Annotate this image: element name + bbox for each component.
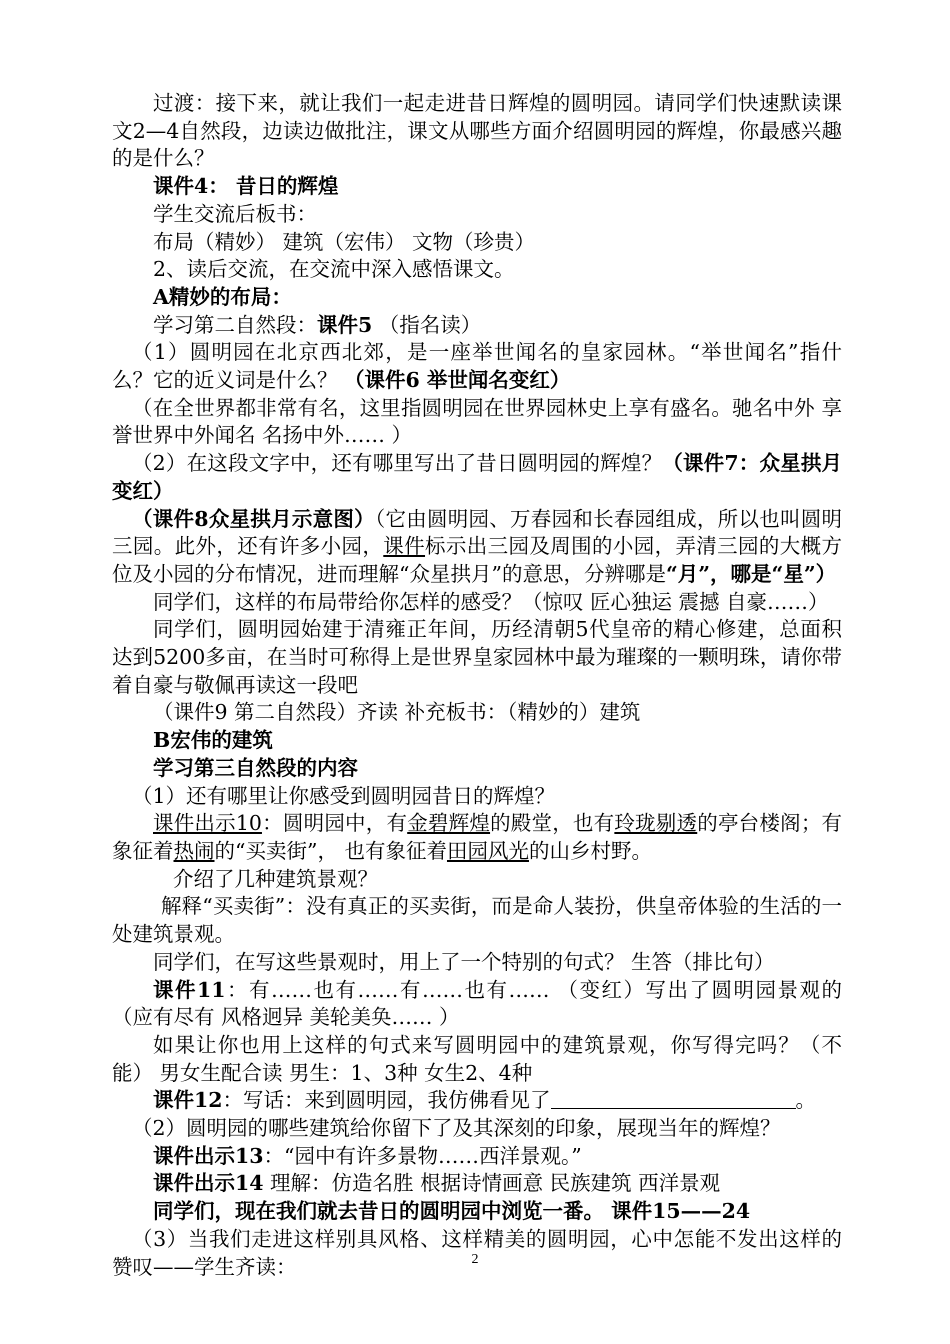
paragraph-question-1: （1）圆明园在北京西北郊，是一座举世闻名的皇家园林。“举世闻名”指什么？它的近义词是什么？ （课件6 举世闻名变红） bbox=[112, 340, 842, 393]
paragraph-question-3: （1）还有哪里让你感受到圆明园昔日的辉煌？ bbox=[132, 783, 556, 808]
paragraph-study-2: 学习第二自然段：课件5 （指名读） bbox=[153, 312, 482, 337]
paragraph-step-2: 2、读后交流，在交流中深入感悟课文。 bbox=[153, 257, 515, 282]
paragraph-courseware-11: 课件11：有……也有……有……也有…… （变红）写出了圆明园景观的（应有尽有 风格迥异 美轮美奂…… ） bbox=[112, 977, 843, 1030]
paragraph-board-intro: 学生交流后板书： bbox=[153, 201, 317, 226]
paragraph-courseware-13: 课件出示13：“园中有许多景物……西洋景观。” bbox=[153, 1143, 582, 1168]
heading-section-a: A精妙的布局： bbox=[153, 284, 292, 309]
paragraph-landscape-kinds: 介绍了几种建筑景观？ bbox=[173, 866, 378, 891]
paragraph-courseware-14: 课件出示14 理解：仿造名胜 根据诗情画意 民族建筑 西洋景观 bbox=[153, 1171, 721, 1196]
paragraph-sentence-pattern: 同学们，在写这些景观时，用上了一个特别的句式？ 生答（排比句） bbox=[153, 949, 775, 974]
heading-section-b: B宏伟的建筑 bbox=[153, 728, 273, 753]
heading-study-3: 学习第三自然段的内容 bbox=[153, 755, 358, 780]
paragraph-courseware-12: 课件12：写话：来到圆明园，我仿佛看见了 。 bbox=[153, 1088, 817, 1113]
paragraph-courseware-9: （课件9 第二自然段）齐读 补充板书：（精妙的）建筑 bbox=[153, 700, 641, 725]
paragraph-board-items: 布局（精妙） 建筑（宏伟） 文物（珍贵） bbox=[153, 229, 536, 254]
paragraph-answer-1: （在全世界都非常有名，这里指圆明园在世界园林史上享有盛名。驰名中外 享誉世界中外闻名 名扬中外…… ） bbox=[112, 395, 842, 448]
paragraph-browse: 同学们，现在我们就去昔日的圆明园中浏览一番。 课件15——24 bbox=[153, 1199, 751, 1224]
paragraph-history: 同学们，圆明园始建于清雍正年间，历经清朝5代皇帝的精心修建，总面积达到5200多亩，在当时可称得上是世界皇家园林中最为璀璨的一颗明珠，请你带着自豪与敬佩再读这一段吧 bbox=[112, 617, 842, 697]
paragraph-courseware-10: 课件出示10：圆明园中，有金碧辉煌的殿堂，也有玲珑剔透的亭台楼阁；有象征着热闹的“买卖街”， 也有象征着田园风光的山乡村野。 bbox=[112, 811, 843, 863]
paragraph-question-5: （3）当我们走进这样别具风格、这样精美的圆明园，心中怎能不发出这样的赞叹——学生齐读： bbox=[112, 1226, 842, 1279]
page-number: 2 bbox=[471, 1252, 479, 1267]
paragraph-question-2: （2）在这段文字中，还有哪里写出了昔日圆明园的辉煌？（课件7：众星拱月变红） bbox=[112, 451, 843, 503]
paragraph-transition: 过渡：接下来，就让我们一起走进昔日辉煌的圆明园。请同学们快速默读课文2—4自然段，边读边做批注，课文从哪些方面介绍圆明园的辉煌，你最感兴趣的是什么？ bbox=[112, 91, 842, 171]
paragraph-reading: 如果让你也用上这样的句式来写圆明园中的建筑景观，你写得完吗？（不能） 男女生配合读 男生：1、3种 女生2、4种 bbox=[112, 1032, 842, 1085]
heading-courseware-4: 课件4： 昔日的辉煌 bbox=[153, 174, 339, 199]
paragraph-question-4: （2）圆明园的哪些建筑给你留下了及其深刻的印象，展现当年的辉煌？ bbox=[132, 1116, 781, 1141]
paragraph-courseware-8: （课件8众星拱月示意图）（它由圆明园、万春园和长春园组成，所以也叫圆明三园。此外，还有许多小园，课件标示出三园及周围的小园，弄清三园的大概方位及小园的分布情况，进而理解“众星拱月”的意思，分辨哪是“月”，哪是“星”） bbox=[112, 506, 843, 586]
paragraph-explain-street: 解释“买卖街”：没有真正的买卖街，而是命人装扮，供皇帝体验的生活的一处建筑景观。 bbox=[112, 894, 842, 947]
fill-in-blank bbox=[551, 1090, 796, 1109]
document-page bbox=[112, 90, 842, 1281]
paragraph-feeling: 同学们，这样的布局带给你怎样的感受？（惊叹 匠心独运 震撼 自豪……） bbox=[153, 589, 829, 614]
